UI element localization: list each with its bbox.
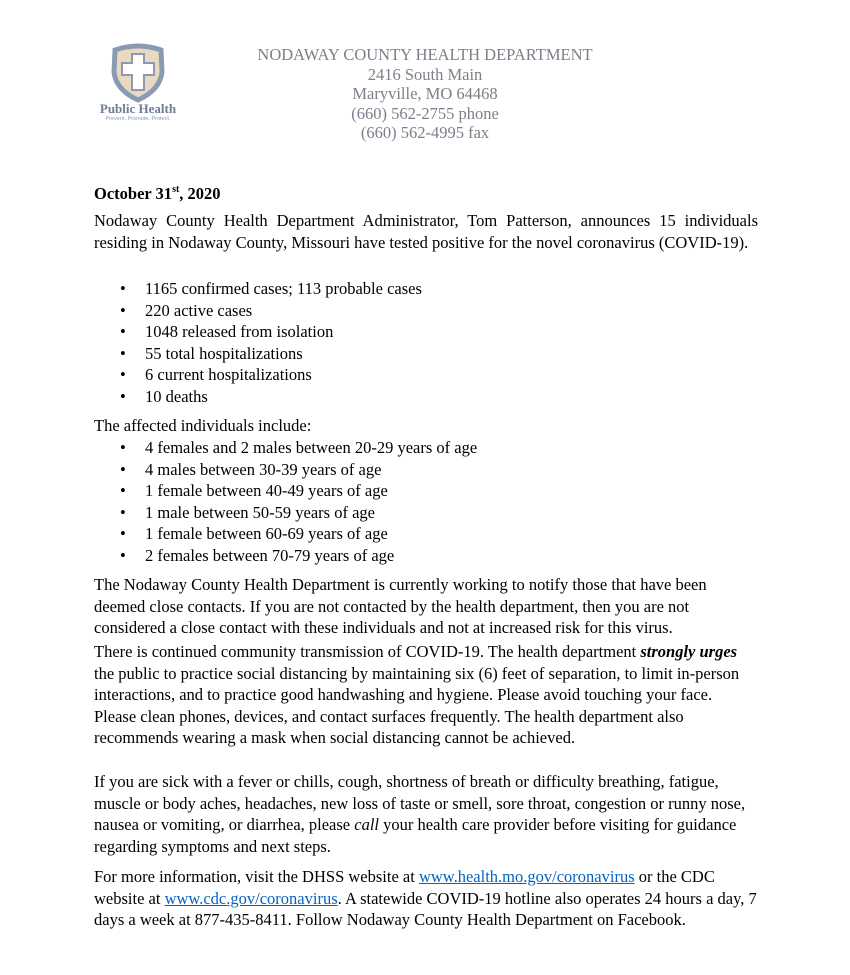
intro-paragraph: Nodaway County Health Department Administrator, Tom Patterson, announces 15 individuals residing in Nodaway County, Missouri have tested positive for the novel coronavirus (COVID-19). bbox=[94, 211, 758, 252]
transmission-paragraph bbox=[94, 641, 758, 749]
list-item: • 4 males between 30-39 years of age bbox=[94, 459, 758, 481]
emphasis-text: strongly urges bbox=[640, 642, 738, 661]
contacts-paragraph: The Nodaway County Health Department is currently working to notify those that have been deemed close contacts. If you are not contacted by the health department, then you are not considered a close contact with these individuals and not at increased risk for this virus. bbox=[94, 575, 707, 638]
list-item: • 1 female between 60-69 years of age bbox=[94, 523, 758, 545]
stats-list bbox=[94, 278, 758, 408]
text: If you are sick with a fever or chills, cough, shortness of breath or difficulty breathing, fatigue, muscle or body aches, headaches, new loss of taste or smell, sore throat, congestion or runny nose, nausea or vomiting, or diarrhea, please bbox=[94, 772, 746, 835]
list-item: • 1165 confirmed cases; 113 probable cases bbox=[94, 278, 758, 300]
list-item: • 1048 released from isolation bbox=[94, 321, 758, 343]
affected-heading: The affected individuals include: bbox=[94, 416, 312, 435]
text: For more information, visit the DHSS website at bbox=[94, 867, 419, 886]
list-item: • 6 current hospitalizations bbox=[94, 364, 758, 386]
text: or the CDC website at bbox=[94, 867, 715, 908]
text: There is continued community transmission of COVID-19. The health department bbox=[94, 642, 641, 661]
date-year: , 2020 bbox=[179, 184, 221, 203]
list-item: • 4 females and 2 males between 20-29 years of age bbox=[94, 437, 758, 459]
svg-text:Prevent. Promote. Protect.: Prevent. Promote. Protect. bbox=[105, 116, 171, 122]
list-item: • 1 female between 40-49 years of age bbox=[94, 480, 758, 502]
list-item: • 10 deaths bbox=[94, 386, 758, 408]
emphasis-text: call bbox=[354, 815, 379, 835]
symptoms-paragraph bbox=[94, 771, 758, 857]
text: the public to practice social distancing by maintaining six (6) feet of separation, to limit in-person interactions, and to practice good handwashing and hygiene. Please avoid touching your face. Please clean phones, devices, and contact surfaces frequently. The health department also recommends wearing a mask when social distancing cannot be achieved. bbox=[94, 663, 740, 748]
list-item: • 220 active cases bbox=[94, 300, 758, 322]
phone-number: (660) 562-2755 phone bbox=[351, 103, 499, 123]
more-info-paragraph bbox=[94, 866, 758, 931]
date-ordinal: st bbox=[172, 184, 180, 195]
list-item: • 2 females between 70-79 years of age bbox=[94, 545, 758, 567]
cdc-link[interactable]: www.cdc.gov/coronavirus bbox=[164, 888, 338, 908]
date-text: October 31 bbox=[94, 184, 173, 203]
text: your health care provider before visiting for guidance regarding symptoms and next steps. bbox=[94, 815, 737, 856]
list-item: • 55 total hospitalizations bbox=[94, 343, 758, 365]
org-name: NODAWAY COUNTY HEALTH DEPARTMENT bbox=[257, 45, 593, 64]
affected-list bbox=[94, 437, 758, 567]
release-date bbox=[94, 183, 758, 205]
svg-text:Public Health: Public Health bbox=[99, 101, 177, 116]
city-state-zip: Maryville, MO 64468 bbox=[352, 84, 498, 104]
street-address: 2416 South Main bbox=[367, 64, 483, 84]
letterhead bbox=[200, 45, 650, 143]
text: . A statewide COVID-19 hotline also operates 24 hours a day, 7 days a week at 877-435-8411. Follow Nodaway County Health Department on Facebook. bbox=[94, 888, 757, 930]
fax-number: (660) 562-4995 fax bbox=[360, 123, 490, 143]
public-health-logo bbox=[88, 42, 188, 122]
dhss-link[interactable]: www.health.mo.gov/coronavirus bbox=[418, 867, 635, 886]
list-item: • 1 male between 50-59 years of age bbox=[94, 502, 758, 524]
